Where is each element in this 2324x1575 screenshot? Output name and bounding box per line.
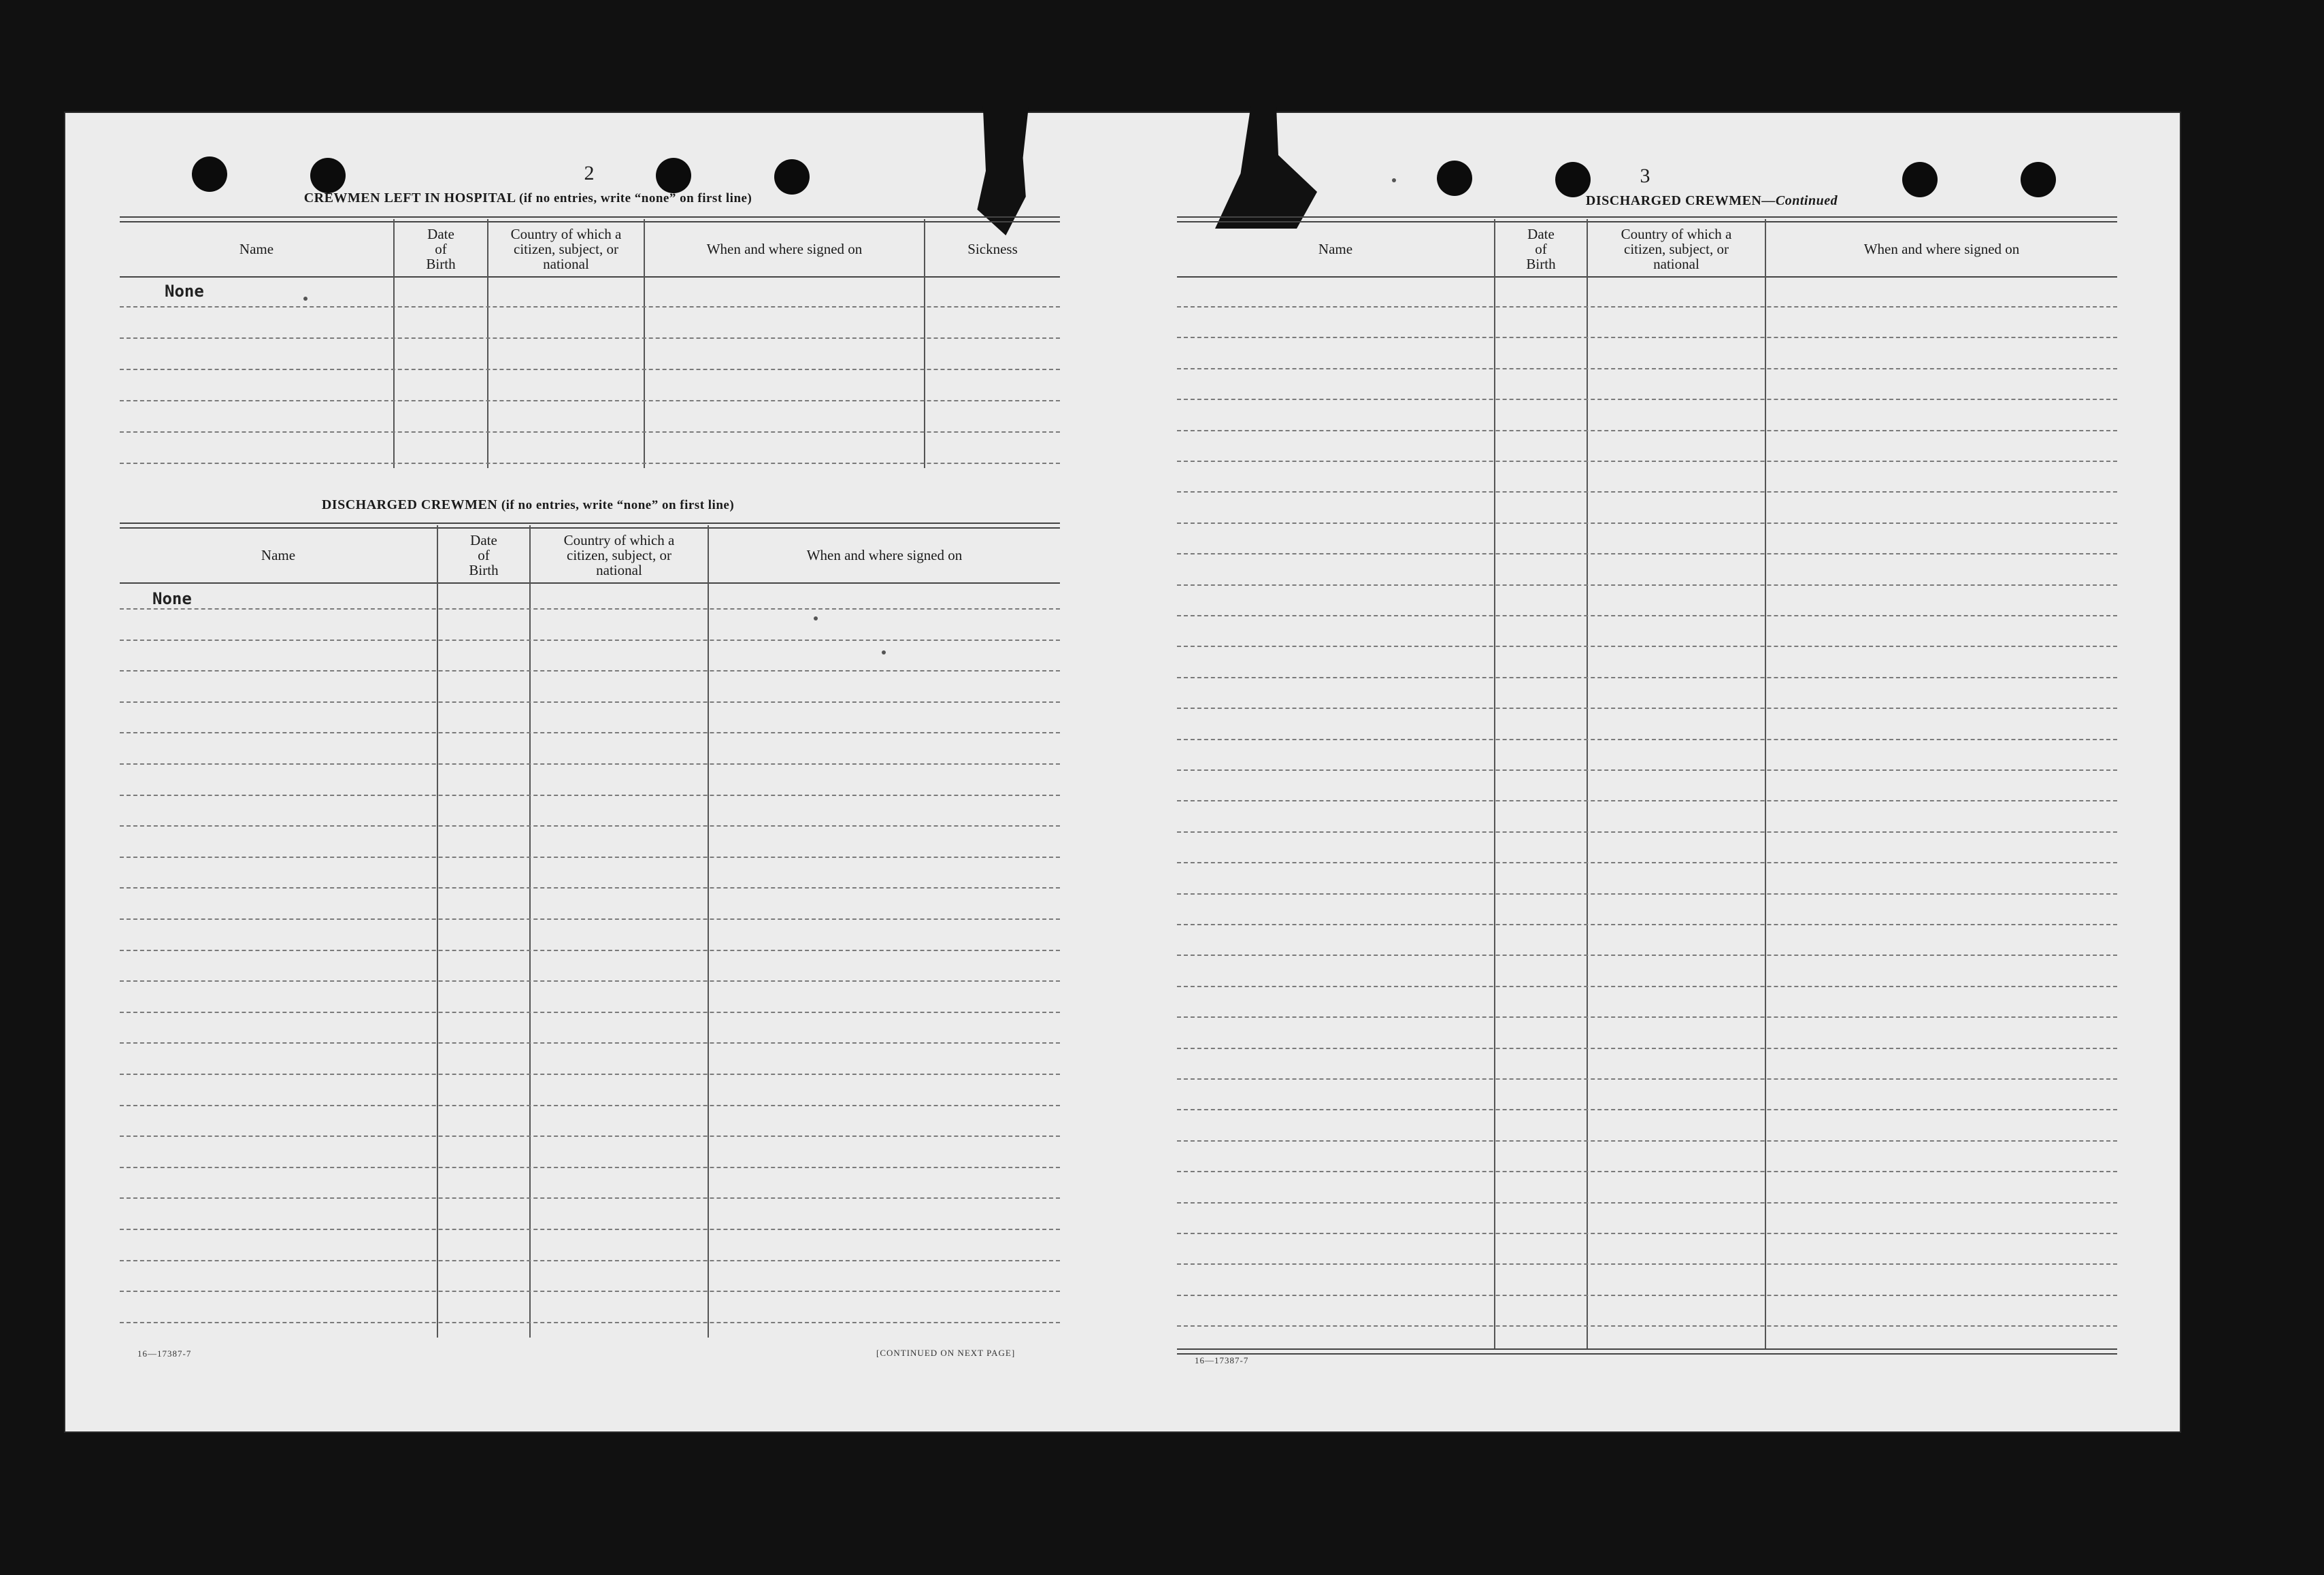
punch-hole — [1902, 162, 1938, 197]
ruled-line — [1177, 831, 2117, 833]
column-header-name: Name — [239, 241, 274, 257]
ruled-line — [1177, 1233, 2117, 1234]
column-header-name: Name — [261, 547, 296, 563]
ruled-line — [120, 825, 1060, 827]
ruled-line — [120, 887, 1060, 889]
ruled-line — [1177, 523, 2117, 524]
ruled-line — [120, 918, 1060, 920]
punch-hole — [656, 158, 691, 193]
discharged-continued-title — [1249, 193, 2174, 209]
ruled-line — [1177, 862, 2117, 863]
column-header-country: Country of which a citizen, subject, or national — [1621, 226, 1732, 272]
ruled-line — [120, 1229, 1060, 1230]
ruled-line — [120, 1105, 1060, 1106]
ruled-line — [120, 950, 1060, 951]
paper-speck — [814, 616, 818, 620]
ruled-line — [120, 1197, 1060, 1199]
ruled-line — [1177, 739, 2117, 740]
punch-hole — [192, 156, 227, 192]
punch-hole — [310, 158, 346, 193]
column-header-date-of-birth: Date of Birth — [1526, 226, 1556, 272]
continued-suffix: —Continued — [1761, 193, 1838, 208]
discharged-continued-title-text: DISCHARGED CREWMEN — [1585, 193, 1762, 208]
column-header-signed-on: When and where signed on — [706, 241, 863, 257]
hospital-table-header — [120, 222, 1060, 278]
ruled-line — [120, 670, 1060, 672]
ruled-line — [120, 1322, 1060, 1323]
hospital-first-entry: None — [165, 282, 204, 301]
page-number-right: 3 — [1640, 165, 1650, 187]
ruled-line — [120, 763, 1060, 765]
ruled-line — [1177, 337, 2117, 338]
ruled-line — [1177, 461, 2117, 462]
ruled-line — [120, 732, 1060, 733]
ruled-line — [1177, 1325, 2117, 1327]
column-header-name: Name — [1318, 241, 1353, 257]
ruled-line — [120, 1167, 1060, 1168]
punch-hole — [1555, 162, 1591, 197]
ruled-line — [1177, 800, 2117, 801]
column-header-country: Country of which a citizen, subject, or national — [563, 532, 675, 578]
ruled-line — [120, 1260, 1060, 1261]
punch-hole — [2021, 162, 2056, 197]
ruled-line — [1177, 306, 2117, 308]
paper-speck — [1392, 178, 1396, 182]
ruled-line — [1177, 646, 2117, 647]
discharged-table-right — [1177, 216, 2117, 1353]
ruled-line — [1177, 769, 2117, 771]
ruled-line — [1177, 1078, 2117, 1080]
ruled-line — [120, 857, 1060, 858]
column-header-signed-on: When and where signed on — [806, 547, 963, 563]
ruled-line — [120, 1012, 1060, 1013]
ruled-line — [1177, 1263, 2117, 1265]
column-header-signed-on: When and where signed on — [1863, 241, 2020, 257]
page-number-left: 2 — [584, 162, 595, 184]
ruled-line — [1177, 1016, 2117, 1018]
ruled-line — [1177, 1048, 2117, 1049]
hospital-instruction: (if no entries, write “none” on first line) — [518, 191, 752, 205]
ruled-line — [1177, 615, 2117, 616]
paper-speck — [882, 650, 886, 654]
ruled-line — [1177, 677, 2117, 678]
torn-binding-right — [1215, 106, 1317, 229]
ruled-line — [1177, 1140, 2117, 1142]
hospital-table — [120, 216, 1060, 468]
ruled-line — [1177, 368, 2117, 369]
ruled-line — [120, 980, 1060, 982]
punch-hole — [1437, 161, 1472, 196]
ruled-line — [1177, 430, 2117, 431]
ruled-line — [1177, 553, 2117, 554]
discharged-table-header-left — [120, 528, 1060, 584]
hospital-title-text: CREWMEN LEFT IN HOSPITAL — [303, 190, 516, 205]
ruled-line — [1177, 986, 2117, 987]
ruled-line — [1177, 399, 2117, 400]
discharged-first-entry: None — [152, 589, 192, 608]
ruled-line — [1177, 893, 2117, 895]
ruled-line — [120, 1291, 1060, 1292]
ruled-line — [120, 701, 1060, 703]
ruled-line — [120, 1074, 1060, 1075]
ruled-line — [120, 795, 1060, 796]
column-header-sickness: Sickness — [967, 241, 1018, 257]
continued-note: [CONTINUED ON NEXT PAGE] — [876, 1348, 1016, 1358]
ruled-line — [1177, 584, 2117, 586]
punch-hole — [774, 159, 810, 195]
ruled-line — [120, 1135, 1060, 1137]
discharged-table-header-right — [1177, 222, 2117, 278]
ruled-line — [1177, 491, 2117, 493]
column-header-country: Country of which a citizen, subject, or national — [510, 226, 622, 272]
ruled-line — [120, 1042, 1060, 1044]
ruled-line — [1177, 1109, 2117, 1110]
ruled-line — [1177, 955, 2117, 956]
hospital-section-title — [120, 190, 936, 206]
ruled-line — [1177, 924, 2117, 925]
discharged-instruction: (if no entries, write “none” on first line) — [501, 498, 735, 512]
ruled-line — [1177, 1202, 2117, 1204]
ruled-line — [1177, 1295, 2117, 1296]
column-header-date-of-birth: Date of Birth — [469, 532, 499, 578]
ruled-line — [1177, 708, 2117, 709]
column-header-date-of-birth: Date of Birth — [426, 226, 456, 272]
ruled-line — [1177, 1171, 2117, 1172]
discharged-table-left — [120, 523, 1060, 1339]
ruled-line — [120, 608, 1060, 610]
form-code-left: 16—17387-7 — [137, 1348, 192, 1359]
discharged-section-title — [120, 497, 936, 513]
form-code-right: 16—17387-7 — [1195, 1355, 1249, 1365]
discharged-title-text: DISCHARGED CREWMEN — [321, 497, 498, 512]
paper-speck — [303, 297, 308, 301]
ruled-line — [120, 640, 1060, 641]
document-sheet — [65, 113, 2180, 1431]
